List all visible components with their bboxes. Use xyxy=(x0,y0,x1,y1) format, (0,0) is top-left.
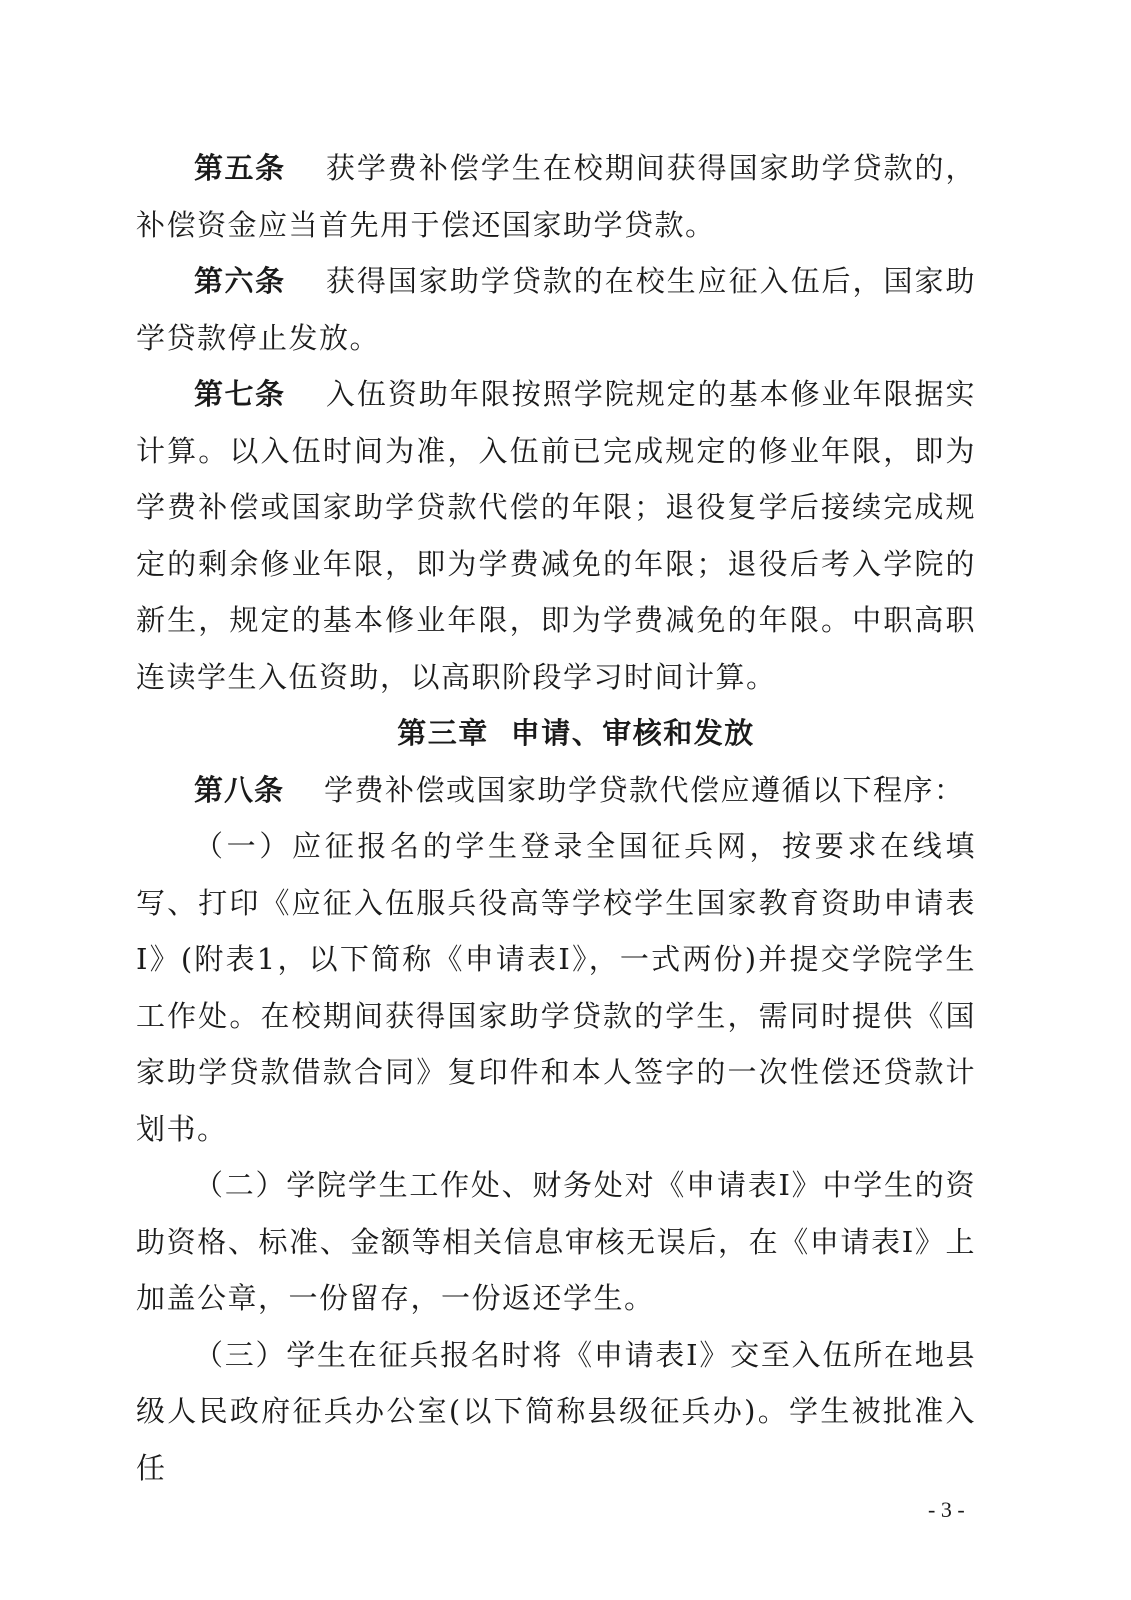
article-5-lead: 第五条 xyxy=(194,151,286,185)
article-6-text: 获得国家助学贷款的在校生应征入伍后，国家助学贷款停止发放。 xyxy=(136,264,976,355)
procedure-item-1: （一）应征报名的学生登录全国征兵网，按要求在线填写、打印《应征入伍服兵役高等学校学生国家教育资助申请表Ⅰ》(附表1，以下简称《申请表Ⅰ》，一式两份)并提交学院学生工作处。在校期间获得国家助学贷款的学生，需同时提供《国家助学贷款借款合同》复印件和本人签字的一次性偿还贷款计划书。 xyxy=(136,829,976,1146)
article-5-text: 获学费补偿学生在校期间获得国家助学贷款的，补偿资金应当首先用于偿还国家助学贷款。 xyxy=(136,151,976,242)
article-8 xyxy=(136,762,976,819)
article-6-lead: 第六条 xyxy=(194,264,286,298)
page-number: - 3 - xyxy=(928,1497,965,1522)
article-8-text: 学费补偿或国家助学贷款代偿应遵循以下程序： xyxy=(324,772,965,807)
article-5 xyxy=(136,140,976,253)
document-body xyxy=(136,140,976,1496)
article-7 xyxy=(136,366,976,705)
procedure-item-3: （三）学生在征兵报名时将《申请表Ⅰ》交至入伍所在地县级人民政府征兵办公室(以下简称县级征兵办)。学生被批准入任 xyxy=(136,1337,976,1485)
article-6 xyxy=(136,253,976,366)
chapter-heading xyxy=(136,705,976,762)
chapter-title: 申请、审核和发放 xyxy=(510,716,755,750)
chapter-number: 第三章 xyxy=(397,716,489,750)
procedure-item-2: （二）学院学生工作处、财务处对《申请表Ⅰ》中学生的资助资格、标准、金额等相关信息审核无误后，在《申请表Ⅰ》上加盖公章，一份留存，一份返还学生。 xyxy=(136,1168,976,1315)
article-7-lead: 第七条 xyxy=(194,377,286,411)
article-8-lead: 第八条 xyxy=(194,772,285,807)
article-7-text: 入伍资助年限按照学院规定的基本修业年限据实计算。以入伍时间为准，入伍前已完成规定的修业年限，即为学费补偿或国家助学贷款代偿的年限；退役复学后接续完成规定的剩余修业年限，即为学费减免的年限；退役后考入学院的新生，规定的基本修业年限，即为学费减免的年限。中职高职连读学生入伍资助，以高职阶段学习时间计算。 xyxy=(136,377,976,694)
